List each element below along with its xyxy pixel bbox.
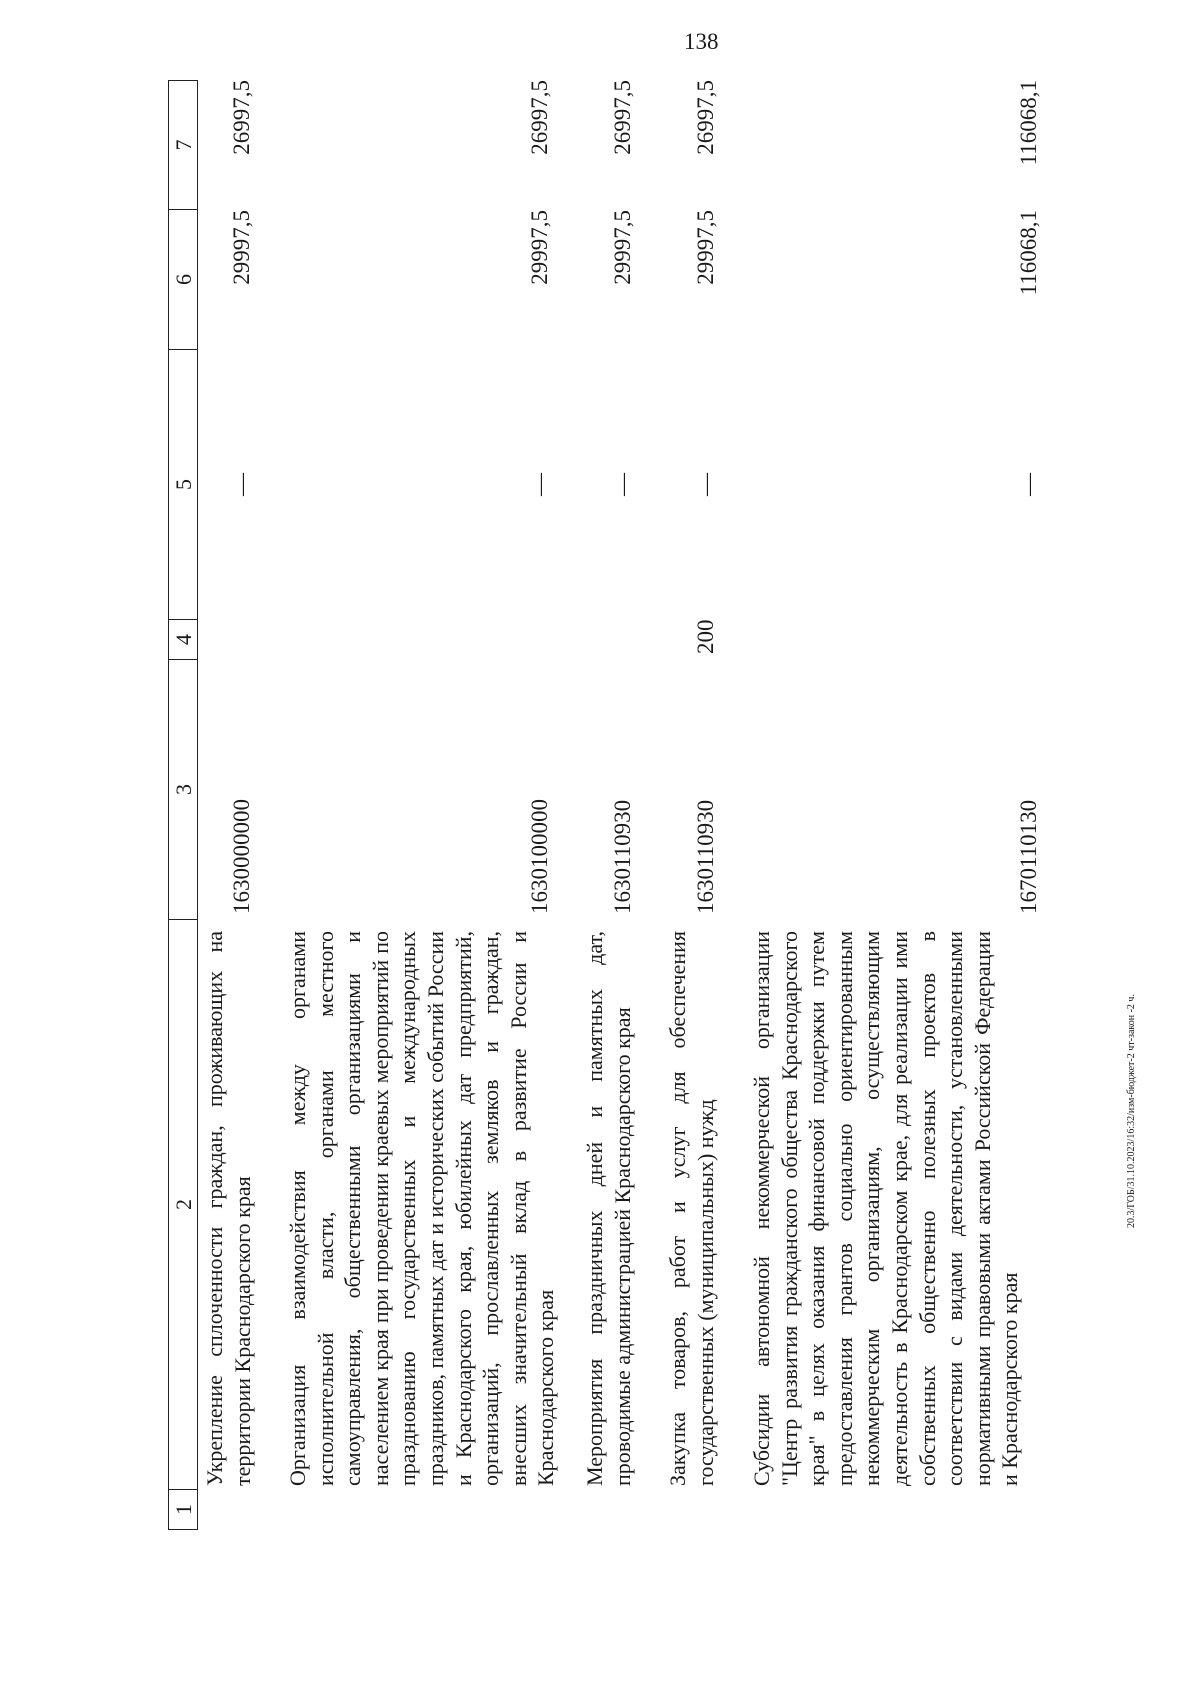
column-header-3: 3 — [168, 660, 198, 920]
column-header-7: 7 — [168, 80, 198, 210]
row-target-code: 1630000000 — [229, 799, 254, 914]
row-col5-value: — — [693, 473, 718, 496]
document-footer-code: 20.3/ГОБ/31.10.2023/16:32/изм-бюджет-2 чт-закон -2 ч. — [1126, 994, 1137, 1228]
column-header-6: 6 — [168, 210, 198, 350]
row-description: Мероприятия праздничных дней и памятных дат, проводимые администрацией Краснодарского края — [582, 931, 635, 1486]
column-header-2: 2 — [168, 920, 198, 1490]
row-col7-value: 26997,5 — [610, 80, 635, 155]
column-header-1: 1 — [168, 1490, 198, 1530]
row-col5-value: — — [610, 473, 635, 496]
row-target-code: 1630100000 — [527, 799, 552, 914]
row-col7-value: 26997,5 — [527, 80, 552, 155]
row-col6-value: 29997,5 — [229, 210, 254, 285]
row-col5-value: — — [1016, 473, 1041, 496]
row-description: Организация взаимодействия между органами исполнительной власти, органами местного самоуправления, общественными организациями и населением края при проведении краевых мероприятий по празднованию государственных и международных праздников, памятных дат и исторических событий России и Краснодарского края, юбилейных дат предприятий, организаций, прославленных земляков и граждан, внесших значительный вклад в развитие России и Краснодарского края — [285, 930, 559, 1486]
row-description: Субсидии автономной некоммерческой организации "Центр развития гражданского общества Краснодарского края" в целях оказания финансовой поддержки путем предоставления грантов социально ориентированным некоммерческим организациям, осуществляющим деятельность в Краснодарском крае, для реализации ими собственных общественно полезных проектов в соответствии с видами деятельности, установленными нормативными правовыми актами Российской Федерации и Краснодарского края — [749, 931, 1023, 1486]
row-expense-type: 200 — [693, 619, 718, 654]
column-header-5: 5 — [168, 350, 198, 620]
row-col6-value: 29997,5 — [610, 210, 635, 285]
row-col6-value: 116068,1 — [1016, 210, 1041, 296]
column-header-4: 4 — [168, 620, 198, 660]
budget-table — [168, 80, 1118, 1530]
row-col7-value: 116068,1 — [1016, 80, 1041, 166]
row-description: Укрепление сплоченности граждан, проживающих на территории Краснодарского края — [202, 931, 255, 1486]
row-target-code: 1630110930 — [693, 799, 718, 914]
row-description: Закупка товаров, работ и услуг для обеспечения государственных (муниципальных) нужд — [665, 931, 718, 1486]
row-target-code: 1670110130 — [1016, 799, 1041, 914]
row-col7-value: 26997,5 — [693, 80, 718, 155]
row-col6-value: 29997,5 — [527, 210, 552, 285]
row-col6-value: 29997,5 — [693, 210, 718, 285]
row-col7-value: 26997,5 — [229, 80, 254, 155]
row-target-code: 1630110930 — [610, 799, 635, 914]
row-col5-value: — — [229, 473, 254, 496]
page-number: 138 — [684, 29, 719, 54]
row-col5-value: — — [527, 473, 552, 496]
